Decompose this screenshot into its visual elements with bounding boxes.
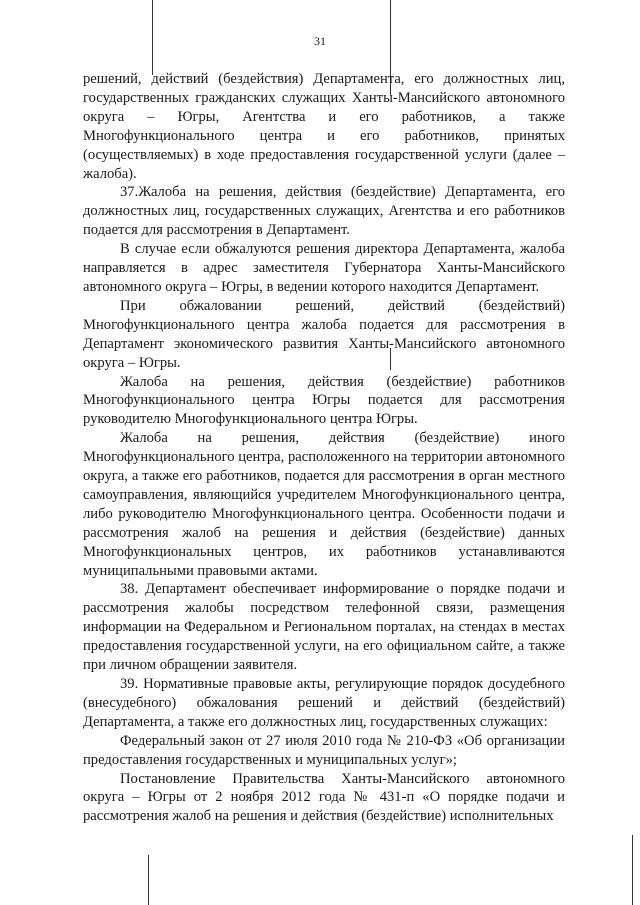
scan-artifact-line (632, 835, 633, 905)
paragraph-39: 39. Нормативные правовые акты, регулирующие порядок досудебного (внесудебного) обжалования решений и действий (бездействий) Департамента, а также его должностных лиц, государственных служащих: (83, 676, 565, 730)
paragraph-mfc-appeal: При обжаловании решений, действий (бездействий) Многофункционального центра жалоба подается для рассмотрения в Департамент экономического развития Ханты-Мансийского автономного округа – Югры. (83, 297, 565, 371)
paragraph-38: 38. Департамент обеспечивает информирование о порядке подачи и рассмотрения жалобы посредством телефонной связи, размещения информации на Федеральном и Региональном порталах, на стендах в местах предоставления государственной услуги, на его официальном сайте, а также при личном обращении заявителя. (83, 581, 565, 674)
paragraph-director-appeal: В случае если обжалуются решения директора Департамента, жалоба направляется в адрес заместителя Губернатора Ханты-Мансийского автономного округа – Югры, в ведении которого находится Департамент. (83, 241, 565, 295)
paragraph-other-mfc-appeal: Жалоба на решения, действия (бездействие) иного Многофункционального центра, расположенного на территории автономного округа, а также его работников, подается для рассмотрения в орган местного самоуправления, являющийся учредителем Многофункционального центра, либо руководителю Многофункционального центра. Особенности подачи и рассмотрения жалоб на решения и действия (бездействие) данных Многофункциональных центров, их работников устанавливаются муниципальными правовыми актами. (83, 430, 566, 579)
paragraph-federal-law: Федеральный закон от 27 июля 2010 года № 210-ФЗ «Об организации предоставления государственных и муниципальных услуг»; (83, 732, 565, 768)
paragraph-government-resolution: Постановление Правительства Ханты-Мансийского автономного округа – Югры от 2 ноября 2012 года № 431-п «О порядке подачи и рассмотрения жалоб на решения и действия (бездействие) исполнительных (83, 770, 565, 825)
paragraph-mfc-workers-appeal: Жалоба на решения, действия (бездействие) работников Многофункционального центра Югры подается для рассмотрения руководителю Многофункционального центра Югры. (83, 373, 565, 428)
scan-artifact-line (148, 855, 149, 905)
document-body (83, 70, 565, 826)
paragraph-37: 37.Жалоба на решения, действия (бездействие) Департамента, его должностных лиц, государственных служащих, Агентства и его работников подается для рассмотрения в Департамент. (83, 184, 565, 239)
paragraph-continuation: решений, действий (бездействия) Департамента, его должностных лиц, государственных гражданских служащих Ханты-Мансийского автономного округа – Югры, Агентства и его работников, а также Многофункционального центра и его работников, принятых (осуществляемых) в ходе предоставления государственной услуги (далее – жалоба). (83, 71, 565, 182)
page-number: 31 (314, 34, 326, 48)
